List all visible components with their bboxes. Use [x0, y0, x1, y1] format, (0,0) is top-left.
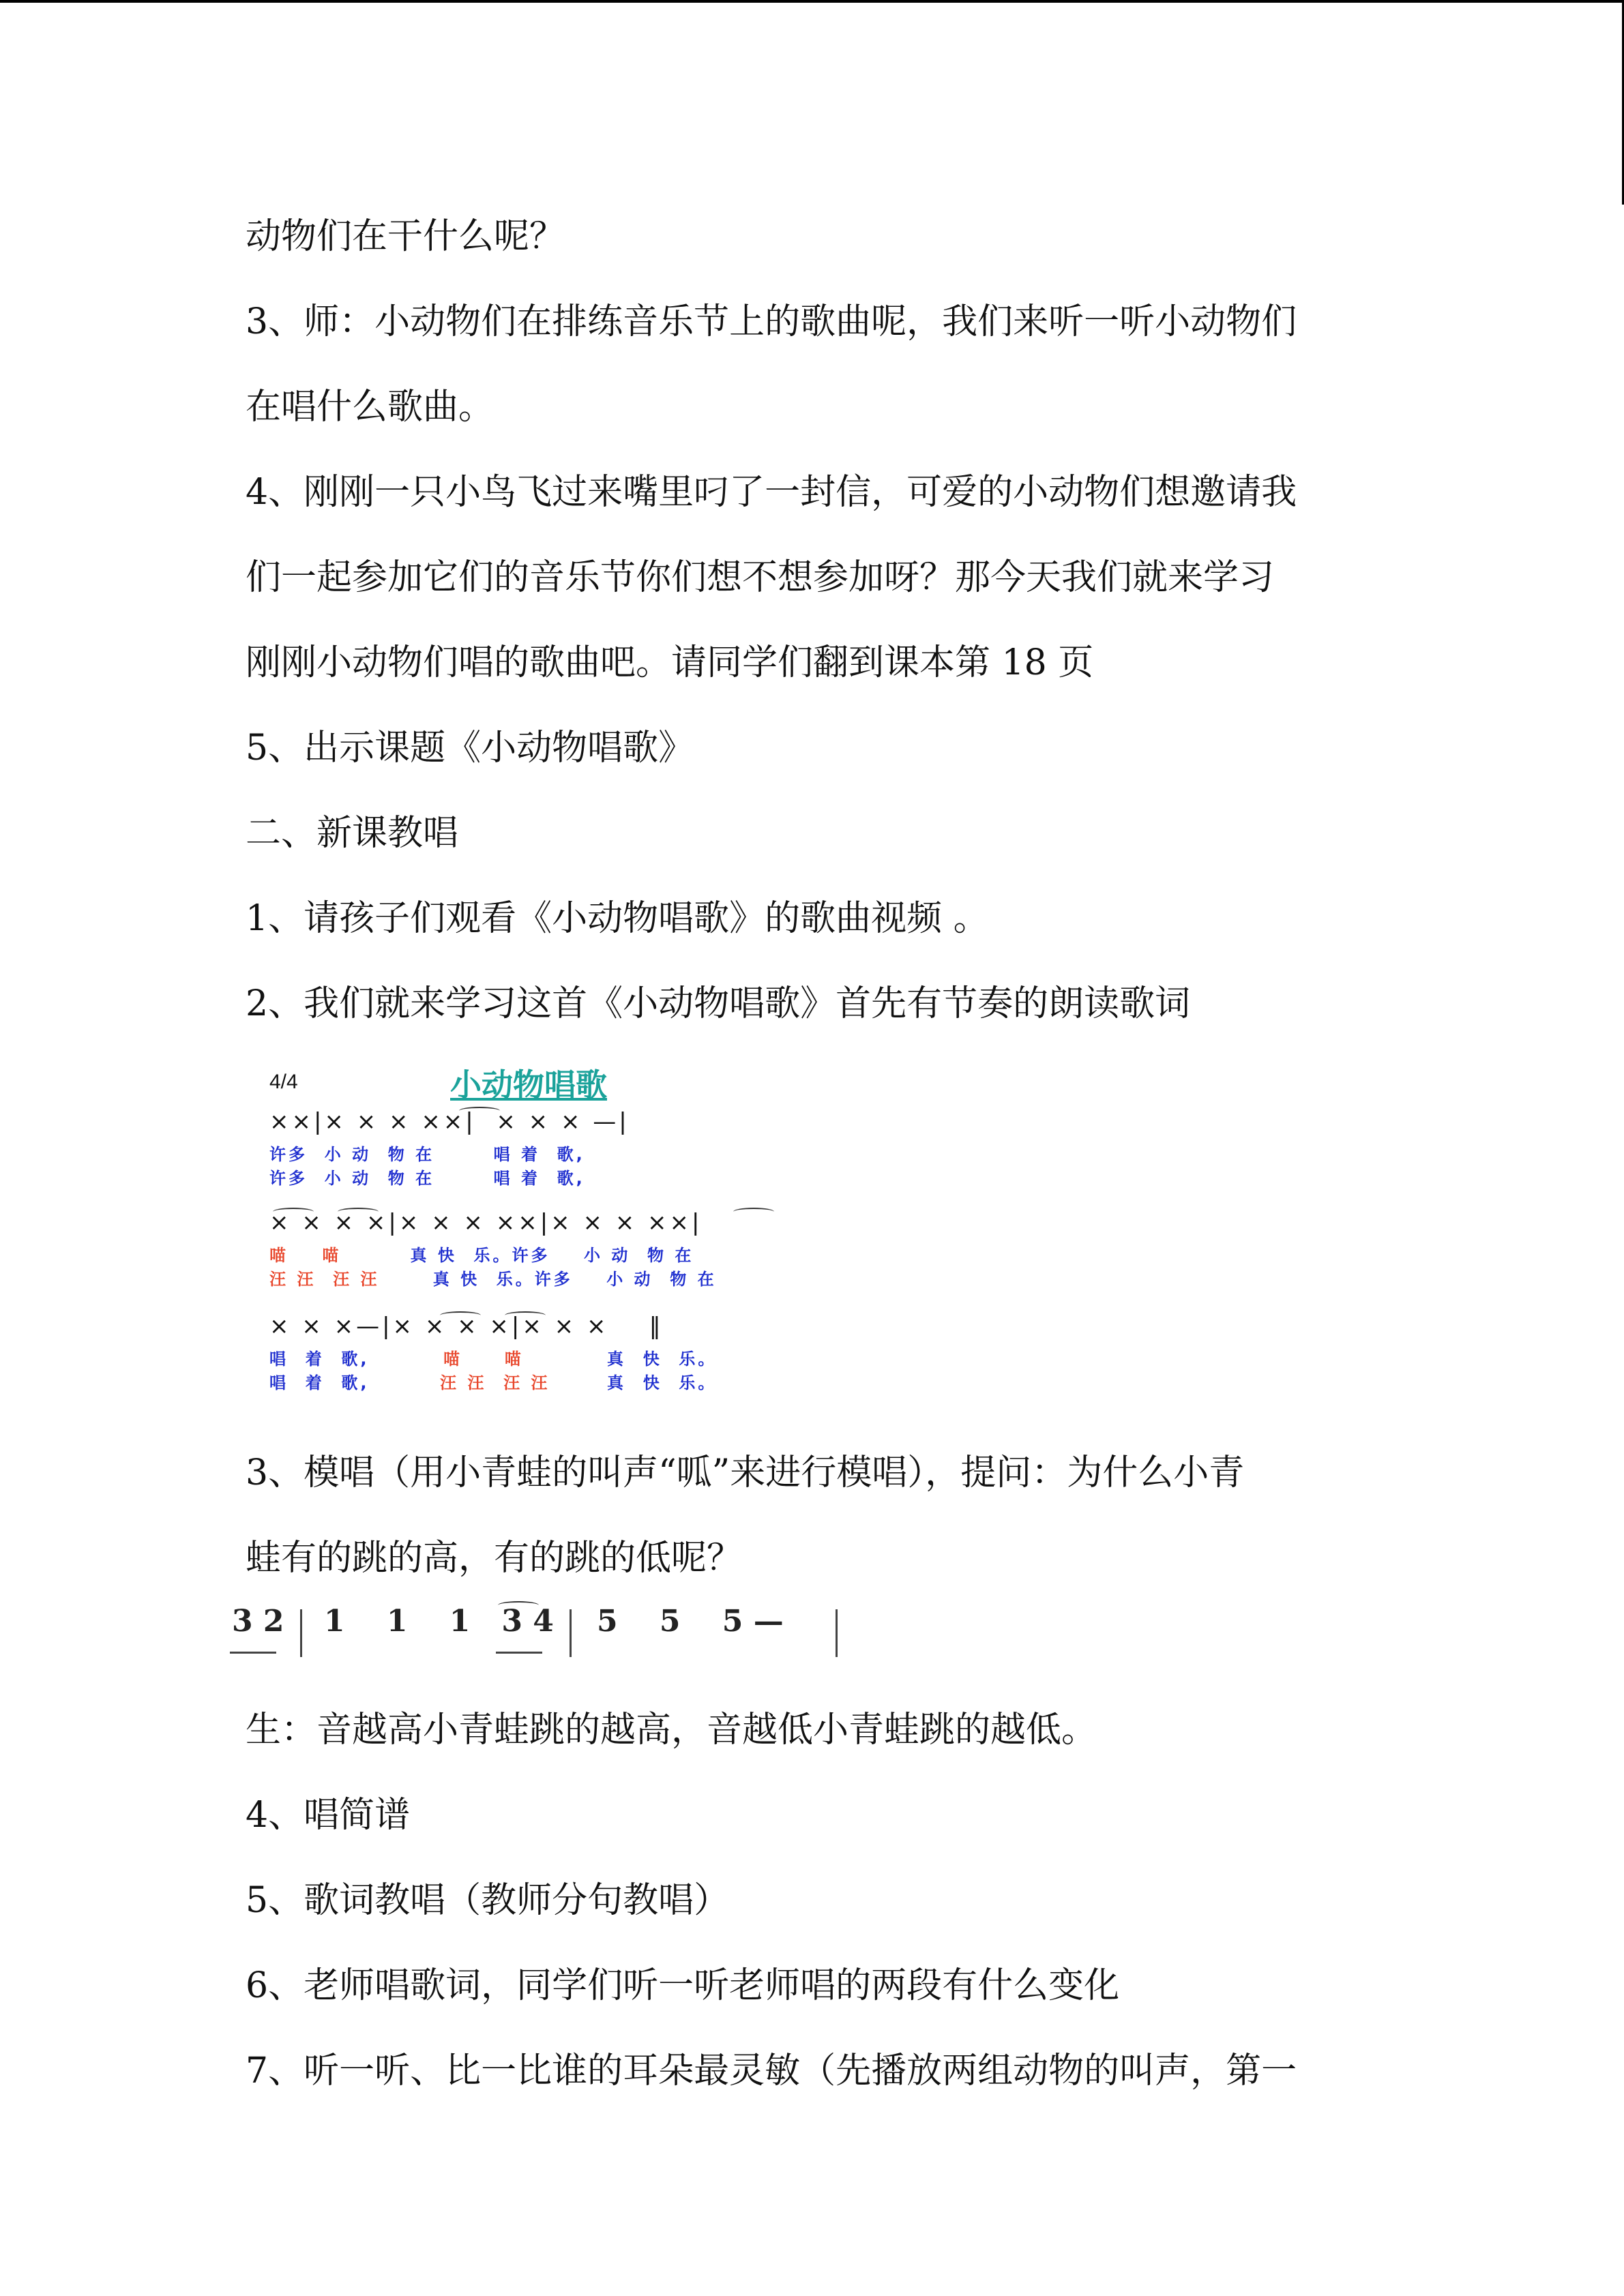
tie-arc: [459, 1107, 500, 1115]
lyrics-row-3-verse-2-animal: 汪 汪 汪 汪: [440, 1373, 550, 1392]
paragraph: 蛙有的跳的高，有的跳的低呢？: [246, 1538, 743, 1579]
lyrics-row-3-verse-2-b: 真 快 乐。: [607, 1373, 718, 1392]
rhythm-notes-row-1: ××|× × × ××| × × × —|: [269, 1108, 630, 1135]
paragraph: 在唱什么歌曲。: [246, 387, 494, 428]
tie-arc: [505, 1311, 546, 1320]
time-signature: 4/4: [269, 1071, 298, 1093]
jianpu-pickup: 3 2: [232, 1604, 284, 1639]
rhythm-notes-row-2: × × × ×|× × × ××|× × × ××|: [269, 1209, 703, 1236]
paragraph: 们一起参加它们的音乐节你们想不想参加呀？那今天我们就来学习: [246, 557, 1275, 598]
slur-arc: [498, 1601, 539, 1609]
lyrics-row-3-verse-1-animal: 喵 喵: [443, 1350, 524, 1369]
tie-arc: [273, 1208, 314, 1216]
paragraph: 5、出示课题《小动物唱歌》: [246, 728, 694, 769]
paragraph: 3、师：小动物们在排练音乐节上的歌曲呢，我们来听一听小动物们: [246, 301, 1297, 342]
numbered-notation-figure: [228, 1604, 842, 1665]
jianpu-measure-1: 1 1 1 3 4: [324, 1604, 554, 1639]
lyrics-row-3-verse-1-a: 唱 着 歌,: [269, 1350, 370, 1369]
tie-arc: [338, 1208, 379, 1216]
paragraph: 动物们在干什么呢？: [246, 216, 565, 257]
section-heading: 二、新课教唱: [246, 813, 459, 854]
paragraph: 5、歌词教唱（教师分句教唱）: [246, 1880, 730, 1921]
rhythm-score-figure: [269, 1060, 829, 1408]
paragraph: 刚刚小动物们唱的歌曲吧。请同学们翻到课本第 18 页: [246, 642, 1094, 683]
lyrics-row-1-verse-2: 许多 小 动 物 在 唱 着 歌,: [269, 1169, 585, 1188]
page-top-border: [0, 0, 1624, 3]
paragraph: 4、唱简谱: [246, 1795, 411, 1836]
lyrics-row-3-verse-2-a: 唱 着 歌,: [269, 1373, 370, 1392]
lyrics-row-2-verse-2-animal: 汪 汪 汪 汪: [269, 1270, 380, 1289]
barline: [836, 1609, 838, 1657]
song-title: 小动物唱歌: [450, 1067, 607, 1103]
jianpu-measure-2: 5 5 5 —: [597, 1604, 784, 1639]
barline: [570, 1609, 572, 1657]
eighth-underline: [496, 1652, 542, 1654]
tie-arc: [733, 1208, 774, 1216]
paragraph: 6、老师唱歌词，同学们听一听老师唱的两段有什么变化: [246, 1965, 1120, 2006]
paragraph: 1、请孩子们观看《小动物唱歌》的歌曲视频 。: [246, 898, 989, 939]
rhythm-notes-row-3: × × ×—|× × × ×|× × × ‖: [269, 1313, 664, 1340]
barline: [300, 1609, 302, 1657]
paragraph: 4、刚刚一只小鸟飞过来嘴里叼了一封信，可爱的小动物们想邀请我: [246, 472, 1297, 513]
lyrics-row-2-verse-1-animal: 喵 喵: [269, 1246, 342, 1265]
lyrics-row-3-verse-1-b: 真 快 乐。: [607, 1350, 718, 1369]
eighth-underline: [230, 1652, 276, 1654]
paragraph: 2、我们就来学习这首《小动物唱歌》首先有节奏的朗读歌词: [246, 983, 1191, 1024]
paragraph: 生：音越高小青蛙跳的越高，音越低小青蛙跳的越低。: [246, 1710, 1097, 1750]
lyrics-row-2-verse-2: 真 快 乐。许多 小 动 物 在: [416, 1270, 717, 1289]
tie-arc: [440, 1311, 481, 1320]
lyrics-row-1-verse-1: 许多 小 动 物 在 唱 着 歌,: [269, 1145, 585, 1164]
lyrics-row-2-verse-1: 真 快 乐。许多 小 动 物 在: [351, 1246, 694, 1265]
paragraph: 7、听一听、比一比谁的耳朵最灵敏（先播放两组动物的叫声，第一: [246, 2051, 1297, 2091]
paragraph: 3、模唱（用小青蛙的叫声“呱”来进行模唱），提问：为什么小青: [246, 1452, 1245, 1493]
